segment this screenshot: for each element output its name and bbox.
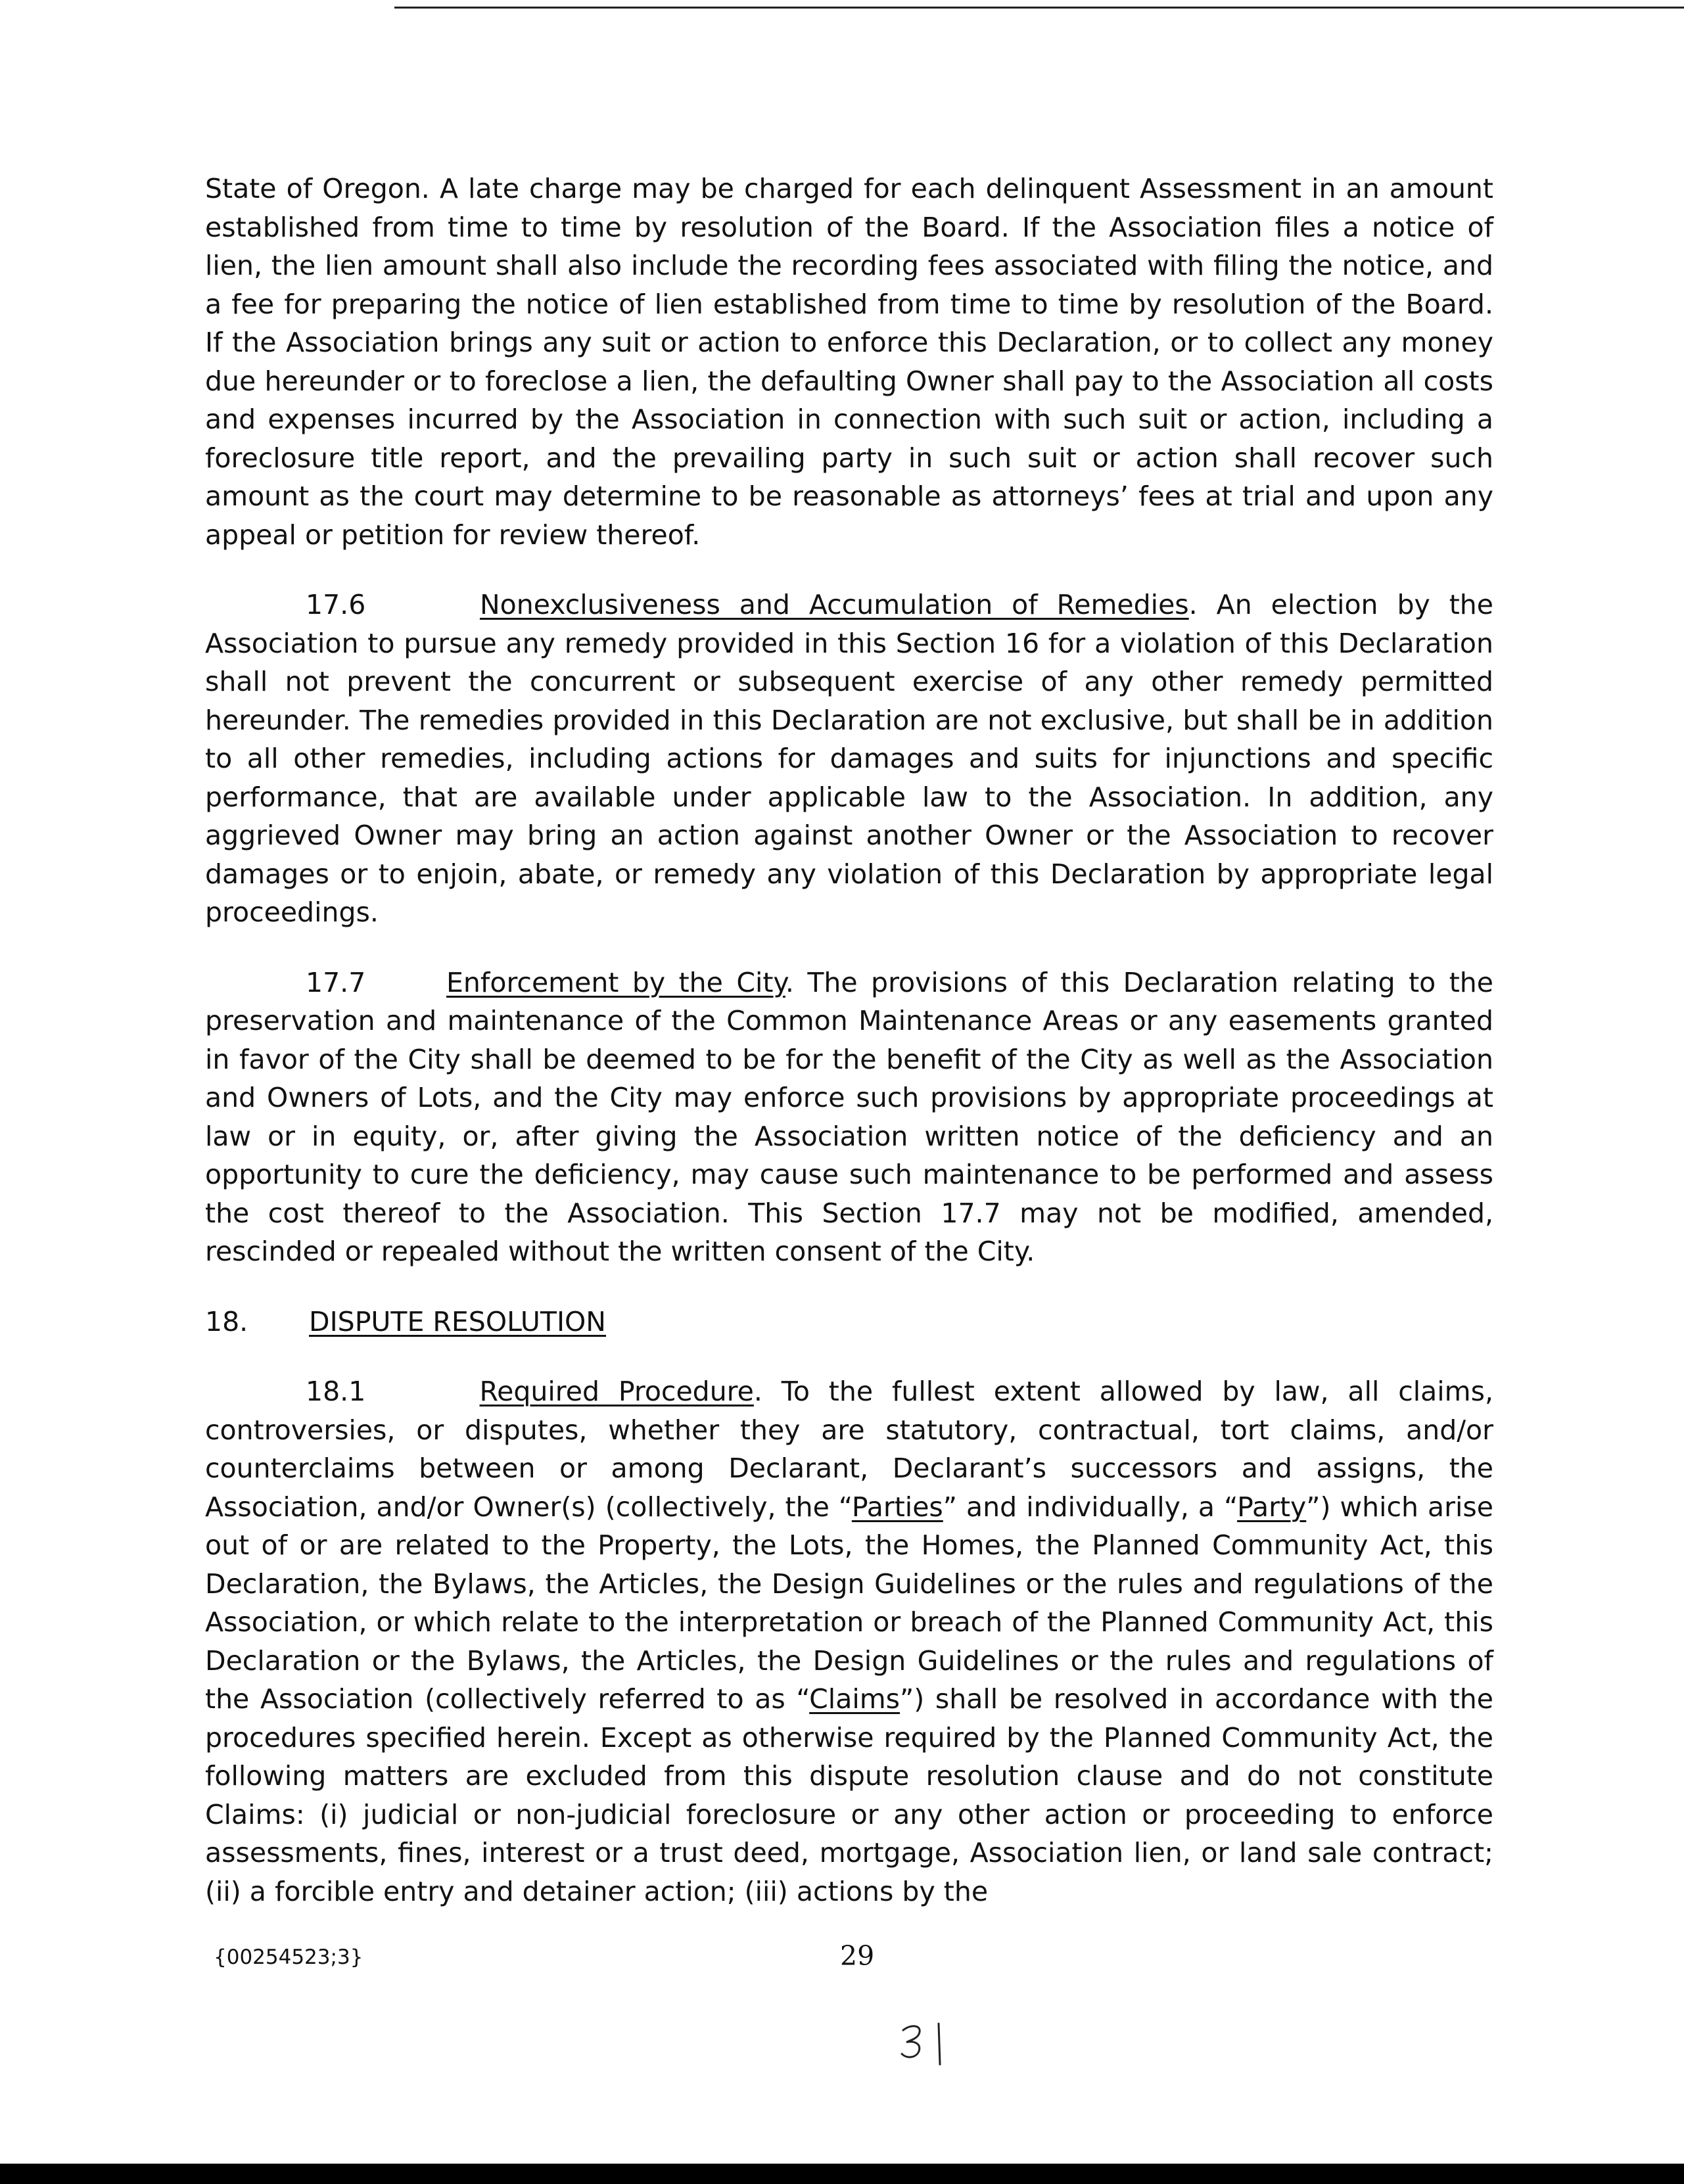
section-18-1-text-b: ” and individually, a “ (943, 1491, 1238, 1523)
handwritten-page-mark (899, 2021, 952, 2070)
section-18-1 (205, 1372, 1493, 1911)
section-17-6-title: Nonexclusiveness and Accumulation of Remedies (479, 589, 1189, 620)
section-18-1-title: Required Procedure (479, 1376, 754, 1407)
scan-top-rule (394, 7, 1684, 9)
defined-term-party: Party (1237, 1491, 1307, 1523)
section-18-1-number: 18.1 (306, 1376, 366, 1407)
section-18-1-text-c: ”) which arise out of or are related to the Property, the Lots, the Homes, the Planned Community Act, this Declaration, the Bylaws, the Articles, the Design Guidelines or the rules and regulations of the Association, or which relate to the interpretation or breach of the Planned Community Act, this Declaration or the Bylaws, the Articles, the Design Guidelines or the rules and regulations of the Association (collectively referred to as “ (205, 1491, 1493, 1715)
section-18-1-text-d: ”) shall be resolved in accordance with the procedures specified herein. Except as otherwise required by the Planned Community Act, the following matters are excluded from this dispute resolution clause and do not constitute Claims: (i) judicial or non-judicial foreclosure or any other action or proceeding to enforce assessments, fines, interest or a trust deed, mortgage, Association lien, or land sale contract; (ii) a forcible entry and detainer action; (iii) actions by the (205, 1683, 1493, 1907)
footer-page-number: 29 (840, 1940, 875, 1972)
section-17-7 (205, 964, 1493, 1271)
paragraph-continued: State of Oregon. A late charge may be charged for each delinquent Assessment in an amount established from time to time by resolution of the Board. If the Association files a notice of lien, the lien amount shall also include the recording fees associated with filing the notice, and a fee for preparing the notice of lien established from time to time by resolution of the Board. If the Association brings any suit or action to enforce this Declaration, or to collect any money due hereunder or to foreclose a lien, the defaulting Owner shall pay to the Association all costs and expenses incurred by the Association in connection with such suit or action, including a foreclosure title report, and the prevailing party in such suit or action shall recover such amount as the court may determine to be reasonable as attorneys’ fees at trial and upon any appeal or petition for review thereof. (205, 173, 1493, 551)
section-17-7-text: . The provisions of this Declaration relating to the preservation and maintenance of the Common Maintenance Areas or any easements granted in favor of the City shall be deemed to be for the benefit of the City as well as the Association and Owners of Lots, and the City may enforce such provisions by appropriate proceedings at law or in equity, or, after giving the Association written notice of the deficiency and an opportunity to cure the deficiency, may cause such maintenance to be performed and assess the cost thereof to the Association. This Section 17.7 may not be modified, amended, rescinded or repealed without the written consent of the City. (205, 966, 1493, 1267)
section-17-6-text: . An election by the Association to pursue any remedy provided in this Section 16 for a violation of this Declaration shall not prevent the concurrent or subsequent exercise of any other remedy permitted hereunder. The remedies provided in this Declaration are not exclusive, but shall be in addition to all other remedies, including actions for damages and suits for injunctions and specific performance, that are available under applicable law to the Association. In addition, any aggrieved Owner may bring an action against another Owner or the Association to recover damages or to enjoin, abate, or remedy any violation of this Declaration by appropriate legal proceedings. (205, 589, 1493, 928)
section-18-title: DISPUTE RESOLUTION (309, 1305, 606, 1337)
defined-term-parties: Parties (851, 1491, 943, 1523)
section-17-6 (205, 586, 1493, 932)
document-page (205, 170, 1493, 1911)
section-17-6-number: 17.6 (306, 589, 366, 620)
section-17-7-title: Enforcement by the City (446, 966, 785, 998)
section-17-7-number: 17.7 (306, 966, 366, 998)
scan-bottom-border (0, 2164, 1684, 2184)
section-18-number: 18. (205, 1305, 248, 1337)
footer-document-reference: {00254523;3} (214, 1945, 363, 1969)
section-18-heading (205, 1303, 1493, 1341)
defined-term-claims: Claims (809, 1683, 900, 1715)
section-18-1-text-a: . To the fullest extent allowed by law, all claims, controversies, or disputes, whether they are statutory, contractual, tort claims, and/or counterclaims between or among Declarant, Declarant’s successors and assigns, the Association, and/or Owner(s) (collectively, the “ (205, 1376, 1493, 1523)
